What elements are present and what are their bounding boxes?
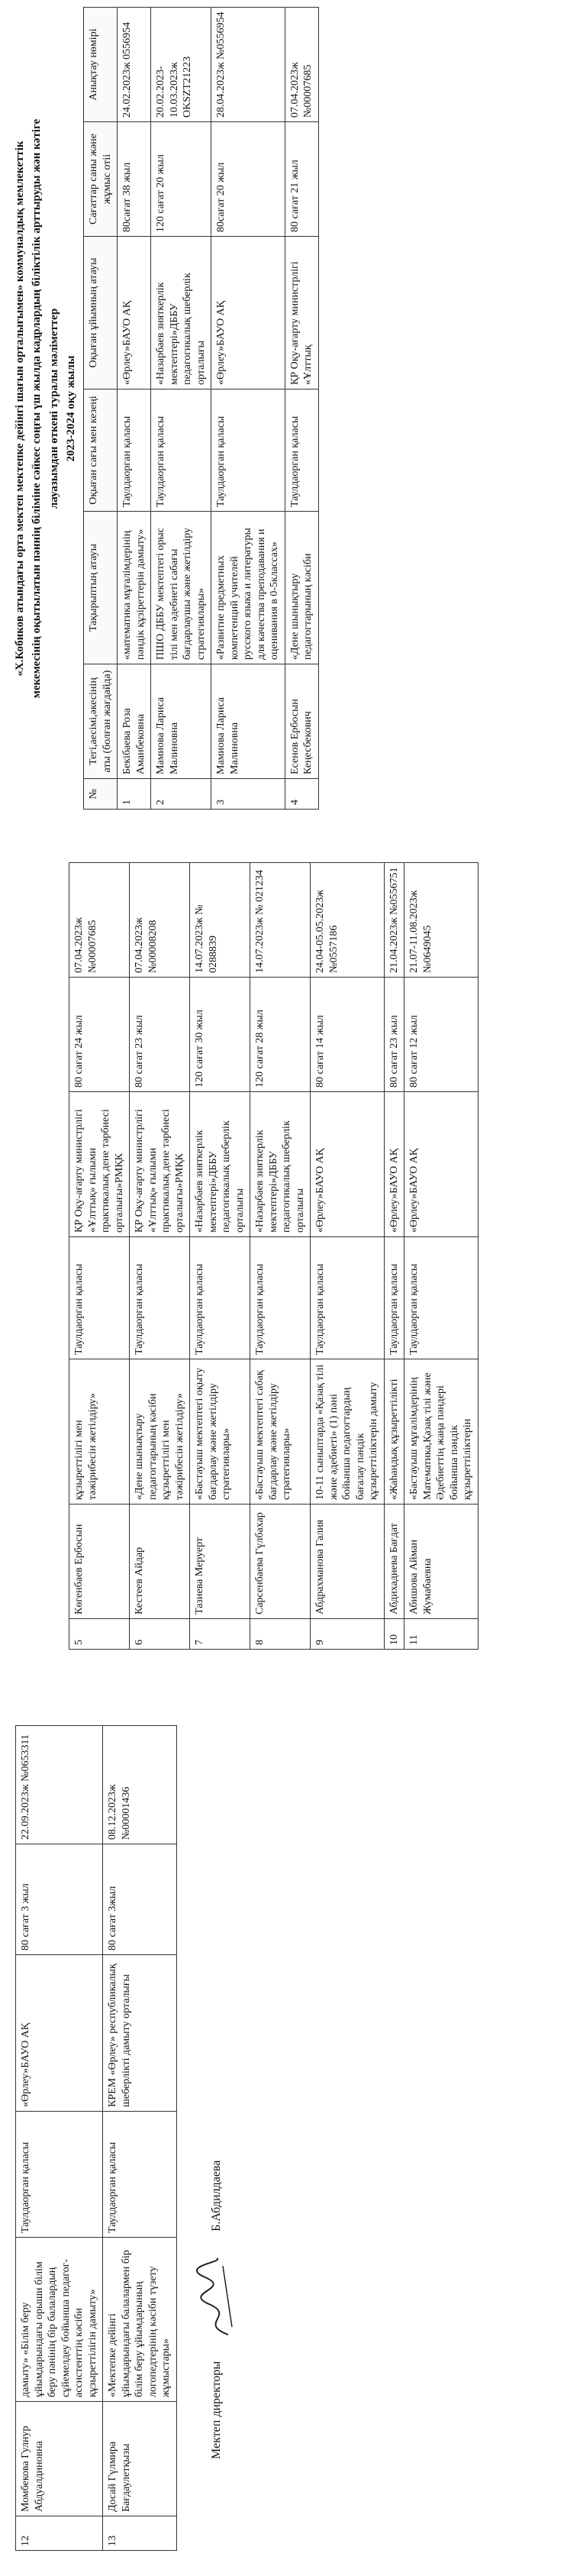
table-row: [118, 8, 151, 810]
cell-topic: «Дене шынықтыру педагогтарының кәсіби құзыреттілігі мен тәжірибесін жетілдіру»: [130, 1359, 190, 1505]
qualification-table-part-3: [15, 1725, 177, 2551]
cell-doc: 21.07-11.08.2023ж №0649045: [404, 863, 478, 978]
cell-name: Тазиева Меруерт: [190, 1505, 250, 1619]
signature-block: [194, 1726, 240, 2459]
cell-doc: 14.07.2023ж № 0288839: [190, 863, 250, 978]
table-row: [404, 863, 478, 1650]
table-row: [384, 863, 404, 1650]
cell-org: ҚР Оқу-ағарту министрлігі «Ұлттық» ғылыми практикалық дене тәрбиесі орталығы»РМҚК: [69, 1092, 130, 1237]
cell-name: Абдрахманова Галия: [311, 1505, 385, 1619]
cell-hours: 80 сағат 23 жыл: [384, 978, 404, 1092]
cell-doc: 14.07.2023ж № 021234: [250, 863, 311, 978]
cell-name: Мамиова Лариса Малиновна: [151, 664, 211, 779]
cell-org: «Өрлеу»БАУО АҚ: [118, 237, 151, 389]
director-label: Мектеп директоры: [209, 2361, 223, 2459]
cell-hours: 80 сағат 23 жыл: [130, 978, 190, 1092]
cell-period: Таулдаорган қаласы: [118, 389, 151, 512]
table-row: [130, 863, 190, 1650]
cell-topic: «Бастауыш мектептегі сабақ бағдарлау және жетілдіру стратегиялары»: [250, 1359, 311, 1505]
cell-name: Абишова Айман Жумабаевна: [404, 1505, 478, 1619]
cell-period: Таулдаорган қаласы: [16, 2112, 103, 2238]
cell-name: Сарсенбаева Гүлбахар: [250, 1505, 311, 1619]
cell-topic: құзыреттілігі мен тәжірибесін жетілдіру»: [69, 1359, 130, 1505]
panel-2: [0, 855, 580, 1657]
panel-1-content: [11, 8, 319, 810]
cell-topic: дамыту» «Білім беру ұйымдарындағы орыши білім беру пәнінің бір балалардың сұйемелдеу бойынша педагог-ассистенттің кәсіби құзыреттілігін дамыту»: [16, 2238, 103, 2402]
column-header: Анықтау нөмірі: [84, 8, 118, 122]
cell-hours: 80 сағат 14 жыл: [311, 978, 385, 1092]
column-header: Оқыған ұйымның атауы: [84, 237, 118, 389]
panel-3: [0, 1711, 580, 2558]
cell-doc: 07.04.2023ж №00008208: [130, 863, 190, 978]
table-row: [211, 8, 285, 810]
cell-hours: 120 сағат 20 жыл: [151, 122, 211, 237]
cell-name: Досай Гүлмира Бағдаулетқызы: [103, 2402, 177, 2516]
cell-number: 2: [151, 779, 211, 810]
cell-doc: 28.04.2023ж №0556954: [211, 8, 285, 122]
column-header: №: [84, 779, 118, 810]
table-row: [103, 1726, 177, 2551]
cell-name: Көгенбаев Ербосын: [69, 1505, 130, 1619]
column-header: Оқыған сағы мен кезеңі: [84, 389, 118, 512]
cell-hours: 80 сағат 3жыл: [103, 1844, 177, 1955]
cell-name: Есенов Ербосын Кеңесбекович: [285, 664, 318, 779]
cell-org: КРЕМ «Өрлеу» республикалық шеберлікті дамыту орталығы: [103, 1955, 177, 2112]
cell-hours: 80 сағат 21 жыл: [285, 122, 318, 237]
cell-period: Таулдаорган қаласы: [103, 2112, 177, 2238]
cell-org: «Өрлеу»БАУО АҚ: [384, 1092, 404, 1237]
cell-doc: 20.02.2023-10.03.2023ж OKSZT21223: [151, 8, 211, 122]
cell-doc: 07.04.2023ж №00007685: [69, 863, 130, 978]
cell-number: 11: [404, 1619, 478, 1650]
panel-2-content: [69, 863, 478, 1650]
table-row: [311, 863, 385, 1650]
cell-number: 13: [103, 2516, 177, 2551]
cell-number: 8: [250, 1619, 311, 1650]
cell-doc: 22.09.2023ж №0653311: [16, 1726, 103, 1844]
cell-hours: 80 сағат 24 жыл: [69, 978, 130, 1092]
column-header: Тақырыптың атауы: [84, 512, 118, 664]
cell-hours: 80сағат 20 жыл: [211, 122, 285, 237]
director-name: Б.Абдилдаева: [209, 2160, 223, 2232]
table-row: [285, 8, 318, 810]
cell-number: 1: [118, 779, 151, 810]
cell-org: «Өрлеу»БАУО АҚ: [211, 237, 285, 389]
cell-name: Кестеев Айдар: [130, 1505, 190, 1619]
title-line-3: лауазымдан өткені туралы мәліметтер: [47, 308, 60, 509]
cell-topic: 10-11 сыныптарда «Қазақ тілі және әдебиеті» (1) пәні бойынша педагогтардың бағалау пәндік құзыреттіліктерін дамыту: [311, 1359, 385, 1505]
cell-org: «Өрлеу»БАУО АҚ: [16, 1955, 103, 2112]
cell-doc: 08.12.2023ж №00001436: [103, 1726, 177, 1844]
qualification-table-part-1: [83, 7, 319, 810]
cell-topic: ПШО ДББУ мектептегі орыс тілі мен әдебиеті сабағы бағдарлаушы және жетілдіру стратегиялары»: [151, 512, 211, 664]
table-row: [250, 863, 311, 1650]
cell-doc: 24.04-05.05.2023ж №0557186: [311, 863, 385, 978]
cell-doc: 21.04.2023ж №0556751: [384, 863, 404, 978]
cell-topic: «Бастауыш мектептегі оқыту бағдарлау және жетілдіру стратегиялары»: [190, 1359, 250, 1505]
signature-scribble-icon: [194, 2254, 240, 2338]
cell-number: 6: [130, 1619, 190, 1650]
cell-hours: 120 сағат 30 жыл: [190, 978, 250, 1092]
panel-1: [0, 0, 580, 817]
cell-number: 10: [384, 1619, 404, 1650]
cell-org: «Назарбаев зияткерлік мектептері»ДББУ педагогикалық шеберлік орталығы: [250, 1092, 311, 1237]
cell-period: Таулдаорган қаласы: [190, 1237, 250, 1359]
cell-topic: «Бастауыш мұғалімдерінің Математика,Қазақ тілі және Әдебиеттің жаңа пәндері бойынша пәндік құзыреттіліктерін: [404, 1359, 478, 1505]
cell-doc: 07.04.2023ж №00007685: [285, 8, 318, 122]
cell-org: «Назарбаев зияткерлік мектептері»ДББУ педагогикалық шеберлік орталығы: [151, 237, 211, 389]
column-header: Сағаттар саны және жұмыс отіі: [84, 122, 118, 237]
cell-hours: 80сағат 38 жыл: [118, 122, 151, 237]
cell-number: 4: [285, 779, 318, 810]
table-header-row: [84, 8, 118, 810]
cell-period: Таулдаорган қаласы: [69, 1237, 130, 1359]
cell-period: Таулдаорган қаласы: [285, 389, 318, 512]
table-row: [16, 1726, 103, 2551]
cell-org: «Өрлеу»БАУО АҚ: [404, 1092, 478, 1237]
cell-org: «Назарбаев зияткерлік мектептері»ДББУ педагогикалық шеберлік орталығы: [190, 1092, 250, 1237]
cell-topic: «математика мұғалімдерінің пәндік құзіреттерін дамыту»: [118, 512, 151, 664]
cell-org: ҚР Оқу-ағарту министрлігі «Ұлттық: [285, 237, 318, 389]
cell-period: Таулдаорган қаласы: [404, 1237, 478, 1359]
cell-name: Момбекова Гулнур Абдуалдиновна: [16, 2402, 103, 2516]
title-line-2: мекемесінің оқытылатын пәннің біліміне сәйкес соңғы үш жылда кадрлардың біліктілік арттыруды жән кәтіге: [31, 118, 44, 699]
cell-topic: «Дене шынықтыру педагогтарының кәсіби: [285, 512, 318, 664]
table-row: [190, 863, 250, 1650]
cell-period: Таулдаорган қаласы: [250, 1237, 311, 1359]
cell-doc: 24.02.2023ж 0556954: [118, 8, 151, 122]
cell-hours: 80 сағат 12 жыл: [404, 978, 478, 1092]
cell-number: 5: [69, 1619, 130, 1650]
cell-period: Таулдаорган қаласы: [311, 1237, 385, 1359]
qualification-table-part-2: [69, 862, 478, 1650]
panel-3-content: [15, 1726, 240, 2551]
cell-hours: 120 сағат 28 жыл: [250, 978, 311, 1092]
cell-period: Таулдаорган қаласы: [211, 389, 285, 512]
cell-number: 7: [190, 1619, 250, 1650]
table-row: [151, 8, 211, 810]
cell-org: «Өрлеу»БАУО АҚ: [311, 1092, 385, 1237]
cell-name: Мамиова Лариса Малиновна: [211, 664, 285, 779]
cell-topic: «Развитие предметных компетенций учителей русского языка и литературы для качества преподавания и оценивания в 0-5классах»: [211, 512, 285, 664]
column-header: Тегі,аесімі,әкесінің аты (болған жағдайда): [84, 664, 118, 779]
cell-name: Абдихадиева Бағдат: [384, 1505, 404, 1619]
cell-number: 9: [311, 1619, 385, 1650]
cell-period: Таулдаорган қаласы: [130, 1237, 190, 1359]
cell-period: Таулдаорган қаласы: [384, 1237, 404, 1359]
cell-org: ҚР Оқу-ағарту министрлігі «Ұлттық» ғылыми практикалық дене тәрбиесі орталығы»РМҚК: [130, 1092, 190, 1237]
cell-number: 12: [16, 2516, 103, 2551]
cell-topic: «Жаһандық құзыреттілікті: [384, 1359, 404, 1505]
document-title: [12, 8, 79, 810]
cell-name: Бекібаева Роза Аманбековна: [118, 664, 151, 779]
cell-topic: «Мектепке дейінгі ұйымдарындағы балалармен бір білім беру ұйымдарының логопедтерінің кәсіби түзету жұмыстары»: [103, 2238, 177, 2402]
title-line-1: «Х.Кобиков атындағы орта мектеп мектепке дейінгі шағын орталығымен» коммуналдық мемлекеттік: [14, 141, 26, 677]
cell-period: Таулдаорган қаласы: [151, 389, 211, 512]
cell-hours: 80 сағат 3 жыл: [16, 1844, 103, 1955]
table-row: [69, 863, 130, 1650]
cell-number: 3: [211, 779, 285, 810]
title-line-4: 2023-2024 оқу жылы: [64, 355, 77, 462]
